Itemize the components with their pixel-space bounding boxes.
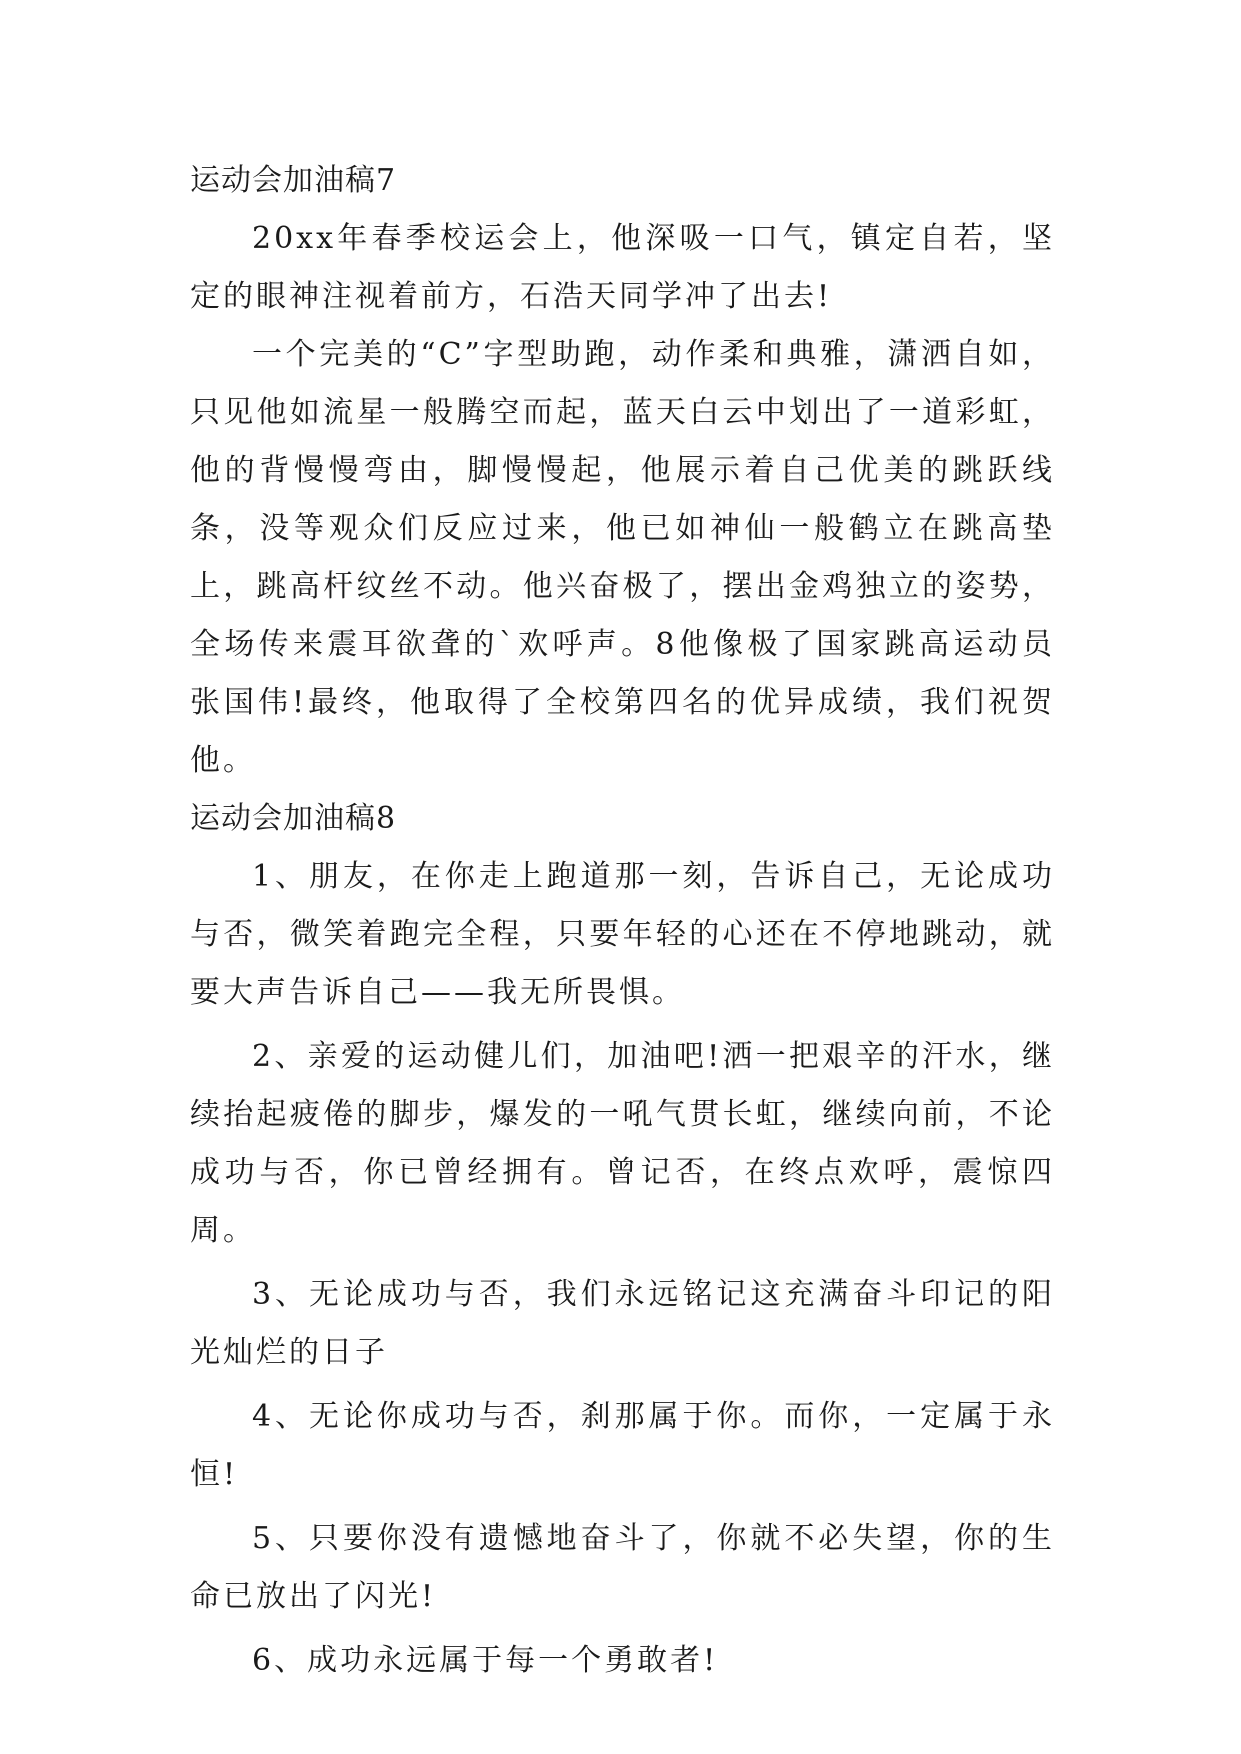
section-7-paragraph-2: 一个完美的“C”字型助跑，动作柔和典雅，潇洒自如，只见他如流星一般腾空而起，蓝天白云中划出了一道彩虹，他的背慢慢弯由，脚慢慢起，他展示着自己优美的跳跃线条，没等观众们反应过来，他已如神仙一般鹤立在跳高垫上，跳高杆纹丝不动。他兴奋极了，摆出金鸡独立的姿势，全场传来震耳欲聋的`欢呼声。8他像极了国家跳高运动员张国伟!最终，他取得了全校第四名的优异成绩，我们祝贺他。 — [190, 337, 1055, 778]
section-7-paragraph-1: 20xx年春季校运会上，他深吸一口气，镇定自若，坚定的眼神注视着前方，石浩天同学冲了出去! — [190, 221, 1055, 314]
section-8-item-5: 5、只要你没有遗憾地奋斗了，你就不必失望，你的生命已放出了闪光! — [190, 1521, 1055, 1614]
section-8-item-3: 3、无论成功与否，我们永远铭记这充满奋斗印记的阳光灿烂的日子 — [190, 1277, 1055, 1370]
section-8-item-6: 6、成功永远属于每一个勇敢者! — [252, 1643, 719, 1678]
section-8-item-2: 2、亲爱的运动健儿们，加油吧!洒一把艰辛的汗水，继续抬起疲倦的脚步，爆发的一吼气贯长虹，继续向前，不论成功与否，你已曾经拥有。曾记否，在终点欢呼，震惊四周。 — [190, 1039, 1055, 1248]
document-page — [190, 152, 1055, 1690]
section-8-heading: 运动会加油稿8 — [190, 801, 397, 836]
section-8-item-1: 1、朋友，在你走上跑道那一刻，告诉自己，无论成功与否，微笑着跑完全程，只要年轻的心还在不停地跳动，就要大声告诉自己——我无所畏惧。 — [190, 859, 1055, 1010]
section-7-heading: 运动会加油稿7 — [190, 163, 397, 198]
section-8-item-4: 4、无论你成功与否，刹那属于你。而你，一定属于永恒! — [190, 1399, 1055, 1492]
